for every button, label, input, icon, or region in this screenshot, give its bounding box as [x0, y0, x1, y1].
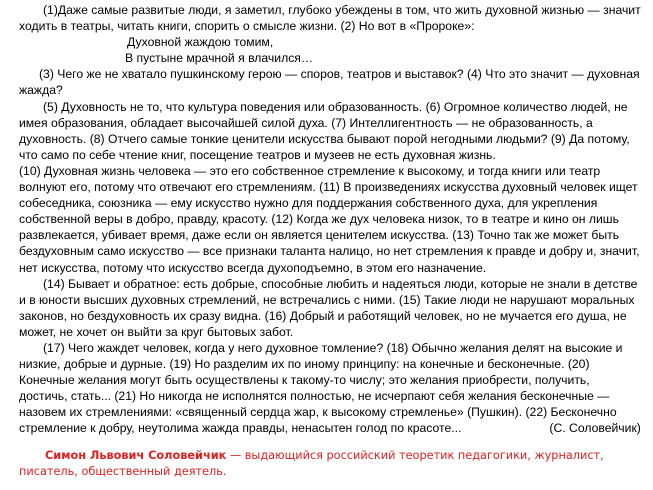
author-name: Симон Львович Соловейчик — [45, 449, 227, 462]
author-signature: (С. Соловейчик) — [549, 421, 641, 436]
poem-line-2: В пустыне мрачной я влачился… — [125, 51, 314, 66]
paragraph-6 — [19, 340, 641, 437]
paragraph-6-text: (17) Чего жаждет человек, когда у него духовное томление? (18) Обычно желания делят на высокие и низкие, добрые и дурные. (19) Но разделим их по иному принципу: на конечные и бесконечные. (20) Конечные желания могут быть осуществлены к такому-то числу; это желания приобрести, получить, достичь, стать... (21) Но никогда не исполнятся полностью, не исчерпают себя желания бесконечные — назовем их стремлениями: «священный сердца жар, к высокому стремленье» (Пушкин). (22) Бесконечно стремление к добру, неутолима жажда правды, ненасытен голод по красоте... — [19, 340, 623, 436]
essay-text — [19, 2, 641, 437]
poem-quote — [19, 34, 641, 66]
paragraph-2: (3) Чего же не хватало пушкинскому герою — споров, театров и выставок? (4) Что это значит — духовная жажда? — [19, 67, 640, 98]
poem-line-1: Духовной жаждою томим, — [127, 35, 274, 50]
paragraph-3: (5) Духовность не то, что культура поведения или образованность. (6) Огромное количество людей, не имея образования, обладает высочайшей силой духа. (7) Интеллигентность — не образованность, а духовность. (8) Отчего самые тонкие ценители искусства бывают порой негодными людьми? (9) Да потому, что само по себе чтение книг, посещение театров и музеев не есть духовная жизнь. — [19, 99, 630, 162]
author-note — [19, 448, 644, 480]
paragraph-1: (1)Даже самые развитые люди, я заметил, глубоко убеждены в том, что жить духовной жизнью — значит ходить в театры, читать книги, спорить о смысле жизни. (2) Но вот в «Пророке»: — [19, 3, 641, 34]
paragraph-4: (10) Духовная жизнь человека — это его собственное стремление к высокому, и тогда книги или театр волнуют его, потому что отвечают его стремлениям. (11) В произведениях искусства духовный человек ищет собеседника, союзника — ему искусство нужно для поддержания собственного духа, для укрепления собственной веры в добро, правду, красоту. (12) Когда же дух человека низок, то в театре и кино он лишь развлекается, убивает время, даже если он является ценителем искусства. (13) Точно так же может быть бездуховным само искусство — все признаки таланта налицо, но нет стремления к правде и добру и, значит, нет искусства, потому что искусство всегда духоподъемно, в этом его назначение. — [19, 163, 640, 275]
author-description: — выдающийся российский теоретик педагогики, журналист, писатель, общественный деятель. — [19, 449, 604, 478]
paragraph-5: (14) Бывает и обратное: есть добрые, способные любить и надеяться люди, которые не знали в детстве и в юности высших духовных стремлений, не встречались с ними. (15) Такие люди не нарушают моральных законов, но бездуховность их сразу видна. (16) Добрый и работящий человек, но не мучается его душа, не может, не хочет он выйти за круг бытовых забот. — [19, 276, 638, 339]
